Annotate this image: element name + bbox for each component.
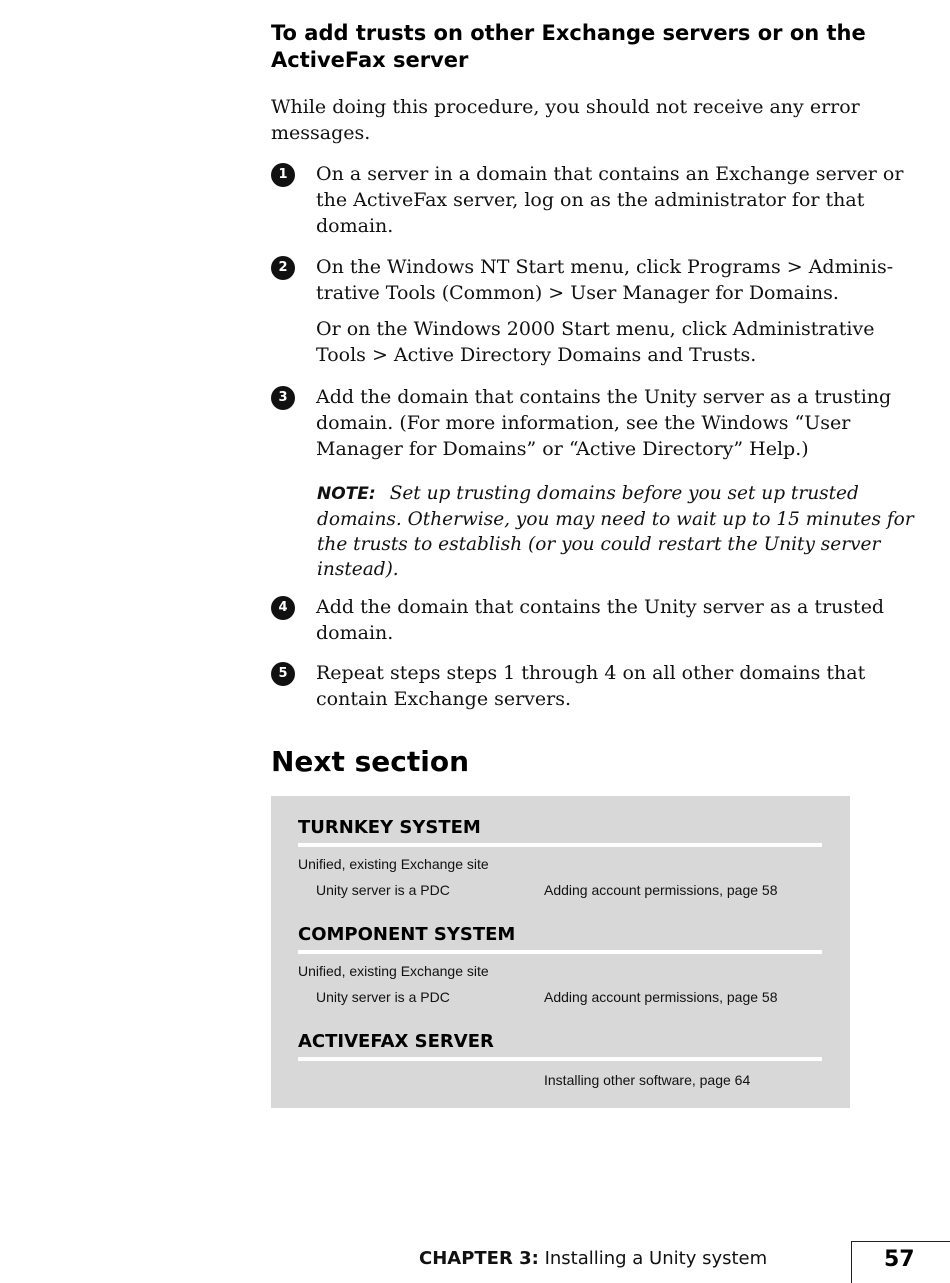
step-3 bbox=[271, 384, 921, 462]
step-number-badge: 3 bbox=[271, 386, 295, 410]
group-divider bbox=[298, 843, 822, 847]
table-row bbox=[298, 877, 822, 903]
step-text: Add the domain that contains the Unity server as a trusted domain. bbox=[316, 596, 885, 644]
step-number-badge: 2 bbox=[271, 256, 295, 280]
turnkey-system-group bbox=[298, 817, 822, 903]
page-footer bbox=[419, 1247, 767, 1271]
step-2 bbox=[271, 254, 921, 368]
note-label: NOTE: bbox=[317, 484, 376, 504]
group-divider bbox=[298, 950, 822, 954]
group-title: ACTIVEFAX SERVER bbox=[298, 1031, 494, 1052]
procedure-heading: To add trusts on other Exchange servers or on the ActiveFax server bbox=[271, 21, 866, 72]
next-section-heading: Next section bbox=[271, 745, 470, 778]
step-5 bbox=[271, 660, 921, 712]
step-number-badge: 4 bbox=[271, 596, 295, 620]
next-section-link[interactable]: Installing other software, page 64 bbox=[544, 1072, 751, 1088]
step-text: Add the domain that contains the Unity server as a trusting domain. (For more information, see the Windows “User Manager for Domains” or “Active Directory” Help.) bbox=[316, 386, 892, 460]
component-system-group bbox=[298, 924, 822, 1010]
procedure-intro: While doing this procedure, you should not receive any error messages. bbox=[271, 96, 860, 144]
condition-label: Unity server is a PDC bbox=[316, 882, 450, 898]
site-label: Unified, existing Exchange site bbox=[298, 856, 489, 872]
step-4 bbox=[271, 594, 921, 646]
step-1 bbox=[271, 161, 921, 239]
step-number-badge: 5 bbox=[271, 662, 295, 686]
step-text: Repeat steps steps 1 through 4 on all other domains that contain Exchange servers. bbox=[316, 662, 866, 710]
note-text: Set up trusting domains before you set up trusted domains. Otherwise, you may need to wait up to 15 minutes for the trusts to establish (or you could restart the Unity server instead). bbox=[317, 483, 914, 580]
step-text: On the Windows NT Start menu, click Programs > Adminis-trative Tools (Common) > User Manager for Domains. bbox=[316, 256, 894, 304]
step-number-badge: 1 bbox=[271, 163, 295, 187]
next-section-link[interactable]: Adding account permissions, page 58 bbox=[544, 882, 778, 898]
note bbox=[317, 481, 917, 582]
page-number: 57 bbox=[851, 1241, 950, 1283]
table-row bbox=[298, 984, 822, 1010]
chapter-title: Installing a Unity system bbox=[544, 1248, 768, 1269]
group-divider bbox=[298, 1057, 822, 1061]
step-text: On a server in a domain that contains an Exchange server or the ActiveFax server, log on as the administrator for that domain. bbox=[316, 163, 904, 237]
table-row bbox=[298, 1067, 822, 1093]
next-section-link[interactable]: Adding account permissions, page 58 bbox=[544, 989, 778, 1005]
site-label: Unified, existing Exchange site bbox=[298, 963, 489, 979]
step-subtext: Or on the Windows 2000 Start menu, click Administrative Tools > Active Directory Domains and Trusts. bbox=[316, 318, 875, 366]
table-row bbox=[298, 958, 822, 984]
chapter-label: CHAPTER 3: bbox=[419, 1248, 539, 1269]
group-title: TURNKEY SYSTEM bbox=[298, 817, 481, 838]
next-section-table bbox=[271, 796, 850, 1108]
table-row bbox=[298, 851, 822, 877]
activefax-server-group bbox=[298, 1031, 822, 1093]
group-title: COMPONENT SYSTEM bbox=[298, 924, 516, 945]
condition-label: Unity server is a PDC bbox=[316, 989, 450, 1005]
